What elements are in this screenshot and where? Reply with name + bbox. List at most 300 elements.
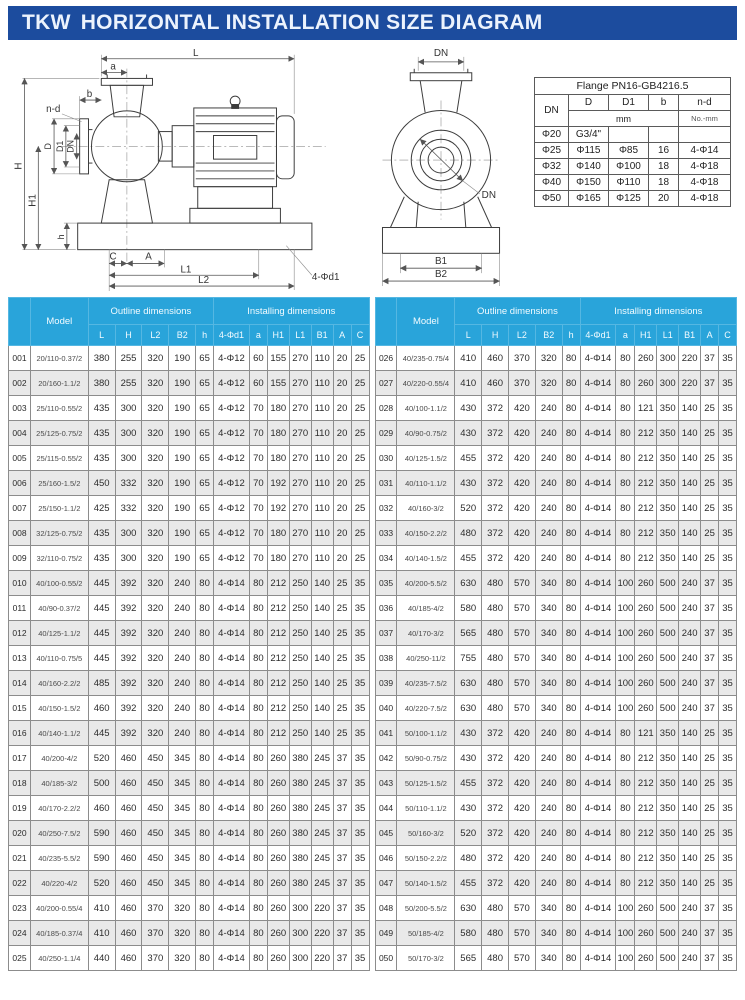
table-row — [9, 696, 370, 721]
value-cell: 240 — [535, 446, 562, 471]
value-cell: 320 — [535, 346, 562, 371]
value-cell: 80 — [562, 546, 580, 571]
table-row — [9, 421, 370, 446]
model-cell: 40/150-2.2/2 — [397, 521, 455, 546]
flange-table — [534, 77, 731, 207]
model-cell: 50/170-3/2 — [397, 946, 455, 971]
value-cell: 392 — [115, 721, 142, 746]
value-cell: 380 — [289, 796, 311, 821]
value-cell: 37 — [701, 921, 719, 946]
value-cell: 240 — [535, 721, 562, 746]
value-cell: 4-Φ14 — [214, 846, 250, 871]
model-cell: 40/250-11/2 — [397, 646, 455, 671]
model-cell: 40/170-3/2 — [397, 621, 455, 646]
value-cell: 350 — [657, 496, 679, 521]
value-cell: 420 — [509, 746, 536, 771]
value-cell: 240 — [679, 896, 701, 921]
value-cell: 80 — [196, 896, 214, 921]
value-cell: 80 — [562, 821, 580, 846]
value-cell: 4-Φ14 — [580, 846, 616, 871]
value-cell: 350 — [657, 421, 679, 446]
value-cell: 260 — [635, 671, 657, 696]
value-cell: 372 — [482, 871, 509, 896]
value-cell: 35 — [351, 946, 369, 971]
value-cell: 460 — [115, 846, 142, 871]
value-cell: 35 — [351, 821, 369, 846]
value-cell: 4-Φ14 — [580, 771, 616, 796]
value-cell: 80 — [562, 921, 580, 946]
value-cell: 80 — [562, 796, 580, 821]
value-cell: 180 — [267, 546, 289, 571]
value-cell: 580 — [455, 921, 482, 946]
flange-row — [535, 143, 731, 159]
table-row — [375, 946, 736, 971]
value-cell: 370 — [142, 921, 169, 946]
table-row — [9, 946, 370, 971]
value-cell: 65 — [196, 446, 214, 471]
row-number: 031 — [375, 471, 397, 496]
value-cell: 80 — [562, 596, 580, 621]
value-cell: 110 — [311, 371, 333, 396]
value-cell: 4-Φ14 — [214, 771, 250, 796]
value-cell: 4-Φ14 — [214, 896, 250, 921]
row-number: 034 — [375, 546, 397, 571]
value-cell: 212 — [635, 421, 657, 446]
value-cell: 35 — [719, 421, 737, 446]
spec-table-right — [375, 297, 737, 971]
value-cell: 580 — [455, 596, 482, 621]
table-row — [9, 571, 370, 596]
value-cell: 25 — [333, 671, 351, 696]
value-cell: 180 — [267, 396, 289, 421]
d-cell: Φ115 — [569, 143, 609, 159]
value-cell: 240 — [679, 571, 701, 596]
dn-cell: Φ32 — [535, 159, 569, 175]
value-cell: 220 — [679, 371, 701, 396]
value-cell: 4-Φ14 — [580, 521, 616, 546]
value-cell: 260 — [635, 646, 657, 671]
value-cell: 260 — [267, 746, 289, 771]
value-cell: 212 — [267, 721, 289, 746]
value-cell: 320 — [142, 696, 169, 721]
value-cell: 35 — [351, 696, 369, 721]
value-cell: 140 — [679, 796, 701, 821]
value-cell: 350 — [657, 746, 679, 771]
value-cell: 80 — [616, 821, 635, 846]
value-cell: 372 — [482, 521, 509, 546]
value-cell: 212 — [267, 671, 289, 696]
value-cell: 37 — [701, 946, 719, 971]
value-cell: 520 — [455, 496, 482, 521]
value-cell: 80 — [616, 746, 635, 771]
value-cell: 212 — [267, 646, 289, 671]
value-cell: 140 — [679, 471, 701, 496]
table-row — [9, 746, 370, 771]
value-cell: 80 — [562, 671, 580, 696]
value-cell: 80 — [562, 371, 580, 396]
value-cell: 37 — [333, 896, 351, 921]
value-cell: 4-Φ14 — [580, 546, 616, 571]
table-row — [375, 746, 736, 771]
model-cell: 40/160-2.2/2 — [30, 671, 88, 696]
flange-table-title: Flange PN16-GB4216.5 — [535, 78, 731, 95]
value-cell: 420 — [509, 521, 536, 546]
value-cell: 70 — [249, 446, 267, 471]
value-cell: 212 — [635, 546, 657, 571]
value-cell: 450 — [142, 796, 169, 821]
value-cell: 420 — [509, 821, 536, 846]
value-cell: 570 — [509, 696, 536, 721]
value-cell: 37 — [333, 796, 351, 821]
row-number: 038 — [375, 646, 397, 671]
col-L: L — [88, 325, 115, 346]
value-cell: 80 — [562, 396, 580, 421]
value-cell: 70 — [249, 396, 267, 421]
model-cell: 50/160-3/2 — [397, 821, 455, 846]
model-cell: 40/170-2.2/2 — [30, 796, 88, 821]
dim-label-h: h — [55, 234, 66, 240]
flange-unit-no-mm: No.-mm — [679, 111, 731, 127]
value-cell: 140 — [679, 846, 701, 871]
row-number: 047 — [375, 871, 397, 896]
model-cell: 40/200-4/2 — [30, 746, 88, 771]
brand-name: TKW — [22, 11, 71, 34]
model-cell: 40/185-4/2 — [397, 596, 455, 621]
value-cell: 212 — [267, 596, 289, 621]
value-cell: 4-Φ14 — [214, 571, 250, 596]
value-cell: 500 — [657, 921, 679, 946]
value-cell: 140 — [679, 746, 701, 771]
value-cell: 37 — [333, 921, 351, 946]
model-cell: 25/125-0.75/2 — [30, 421, 88, 446]
table-row — [9, 646, 370, 671]
value-cell: 445 — [88, 721, 115, 746]
value-cell: 4-Φ14 — [580, 371, 616, 396]
value-cell: 255 — [115, 371, 142, 396]
model-cell: 25/160-1.5/2 — [30, 471, 88, 496]
row-number: 017 — [9, 746, 31, 771]
value-cell: 65 — [196, 346, 214, 371]
outline-dimensions-header: Outline dimensions — [88, 298, 213, 325]
row-number: 029 — [375, 421, 397, 446]
value-cell: 430 — [455, 421, 482, 446]
value-cell: 100 — [616, 921, 635, 946]
row-number: 009 — [9, 546, 31, 571]
table-row — [9, 621, 370, 646]
col-B1: B1 — [311, 325, 333, 346]
value-cell: 380 — [88, 346, 115, 371]
value-cell: 300 — [657, 371, 679, 396]
value-cell: 80 — [249, 746, 267, 771]
row-number: 016 — [9, 721, 31, 746]
value-cell: 140 — [311, 696, 333, 721]
value-cell: 372 — [482, 721, 509, 746]
col-L1: L1 — [289, 325, 311, 346]
model-cell: 50/200-5.5/2 — [397, 896, 455, 921]
value-cell: 80 — [616, 446, 635, 471]
dim-label-B1: B1 — [434, 256, 448, 268]
value-cell: 630 — [455, 696, 482, 721]
value-cell: 455 — [455, 446, 482, 471]
model-cell: 40/200-5.5/2 — [397, 571, 455, 596]
value-cell: 35 — [719, 846, 737, 871]
value-cell: 35 — [719, 871, 737, 896]
value-cell: 345 — [169, 846, 196, 871]
value-cell: 80 — [562, 571, 580, 596]
value-cell: 320 — [169, 946, 196, 971]
value-cell: 250 — [289, 621, 311, 646]
b-cell: 20 — [649, 191, 679, 207]
value-cell: 100 — [616, 696, 635, 721]
value-cell: 480 — [482, 596, 509, 621]
model-cell: 40/185-3/2 — [30, 771, 88, 796]
value-cell: 350 — [657, 521, 679, 546]
value-cell: 420 — [509, 421, 536, 446]
value-cell: 4-Φ14 — [214, 796, 250, 821]
table-row — [9, 446, 370, 471]
page-title-banner — [8, 6, 737, 40]
value-cell: 420 — [509, 546, 536, 571]
row-number: 035 — [375, 571, 397, 596]
table-row — [375, 346, 736, 371]
value-cell: 410 — [88, 921, 115, 946]
model-cell: 40/220-0.55/4 — [397, 371, 455, 396]
value-cell: 37 — [701, 671, 719, 696]
row-number: 001 — [9, 346, 31, 371]
installing-dimensions-header: Installing dimensions — [214, 298, 370, 325]
value-cell: 435 — [88, 446, 115, 471]
value-cell: 240 — [169, 646, 196, 671]
value-cell: 35 — [351, 896, 369, 921]
value-cell: 440 — [88, 946, 115, 971]
value-cell: 320 — [142, 346, 169, 371]
table-row — [375, 596, 736, 621]
value-cell: 25 — [701, 846, 719, 871]
dim-label-H: H — [13, 162, 25, 170]
value-cell: 370 — [142, 946, 169, 971]
value-cell: 350 — [657, 721, 679, 746]
value-cell: 420 — [509, 771, 536, 796]
value-cell: 300 — [289, 946, 311, 971]
value-cell: 192 — [267, 496, 289, 521]
value-cell: 450 — [142, 846, 169, 871]
value-cell: 460 — [115, 771, 142, 796]
row-number: 025 — [9, 946, 31, 971]
value-cell: 20 — [333, 421, 351, 446]
value-cell: 4-Φ14 — [580, 571, 616, 596]
value-cell: 570 — [509, 671, 536, 696]
col-a: a — [616, 325, 635, 346]
value-cell: 240 — [535, 521, 562, 546]
value-cell: 320 — [142, 671, 169, 696]
model-cell: 25/115-0.55/2 — [30, 446, 88, 471]
value-cell: 455 — [455, 771, 482, 796]
value-cell: 250 — [289, 696, 311, 721]
model-cell: 50/90-0.75/2 — [397, 746, 455, 771]
value-cell: 35 — [351, 846, 369, 871]
model-cell: 40/140-1.5/2 — [397, 546, 455, 571]
dn-cell: Φ40 — [535, 175, 569, 191]
value-cell: 80 — [562, 721, 580, 746]
table-row — [9, 371, 370, 396]
value-cell: 35 — [719, 921, 737, 946]
table-row — [375, 871, 736, 896]
value-cell: 260 — [635, 921, 657, 946]
dim-label-H1: H1 — [27, 194, 39, 207]
value-cell: 25 — [351, 371, 369, 396]
table-row — [375, 621, 736, 646]
value-cell: 35 — [719, 546, 737, 571]
value-cell: 25 — [333, 646, 351, 671]
value-cell: 500 — [657, 671, 679, 696]
value-cell: 100 — [616, 896, 635, 921]
row-number: 024 — [9, 921, 31, 946]
value-cell: 420 — [509, 871, 536, 896]
value-cell: 37 — [333, 871, 351, 896]
value-cell: 260 — [635, 346, 657, 371]
value-cell: 25 — [351, 546, 369, 571]
value-cell: 121 — [635, 721, 657, 746]
value-cell: 260 — [267, 771, 289, 796]
table-row — [375, 696, 736, 721]
value-cell: 25 — [351, 346, 369, 371]
value-cell: 460 — [88, 796, 115, 821]
value-cell: 410 — [88, 896, 115, 921]
row-number-header — [9, 298, 31, 346]
value-cell: 260 — [635, 896, 657, 921]
value-cell: 500 — [657, 621, 679, 646]
b-cell: 16 — [649, 143, 679, 159]
value-cell: 4-Φ12 — [214, 421, 250, 446]
value-cell: 80 — [249, 871, 267, 896]
value-cell: 35 — [351, 871, 369, 896]
value-cell: 340 — [535, 671, 562, 696]
value-cell: 80 — [562, 896, 580, 921]
spec-table-left — [8, 297, 370, 971]
row-number: 002 — [9, 371, 31, 396]
value-cell: 410 — [455, 371, 482, 396]
value-cell: 70 — [249, 471, 267, 496]
table-row — [375, 796, 736, 821]
row-number: 018 — [9, 771, 31, 796]
value-cell: 212 — [635, 446, 657, 471]
value-cell: 450 — [88, 471, 115, 496]
value-cell: 140 — [679, 546, 701, 571]
model-cell: 40/250-7.5/2 — [30, 821, 88, 846]
value-cell: 180 — [267, 521, 289, 546]
value-cell: 450 — [142, 871, 169, 896]
value-cell: 320 — [169, 896, 196, 921]
value-cell: 70 — [249, 546, 267, 571]
value-cell: 450 — [142, 821, 169, 846]
value-cell: 80 — [249, 571, 267, 596]
value-cell: 35 — [719, 471, 737, 496]
value-cell: 140 — [679, 396, 701, 421]
value-cell: 240 — [169, 596, 196, 621]
model-cell: 40/235-0.75/4 — [397, 346, 455, 371]
value-cell: 25 — [333, 621, 351, 646]
dim-label-D: D — [43, 143, 54, 150]
row-number: 010 — [9, 571, 31, 596]
value-cell: 392 — [115, 671, 142, 696]
value-cell: 260 — [267, 921, 289, 946]
value-cell: 100 — [616, 671, 635, 696]
value-cell: 245 — [311, 846, 333, 871]
value-cell: 240 — [679, 671, 701, 696]
value-cell: 350 — [657, 771, 679, 796]
nd-cell: 4-Φ18 — [679, 175, 731, 191]
value-cell: 570 — [509, 646, 536, 671]
value-cell: 350 — [657, 821, 679, 846]
value-cell: 240 — [535, 821, 562, 846]
row-number: 042 — [375, 746, 397, 771]
d-cell: Φ165 — [569, 191, 609, 207]
model-cell: 40/220-4/2 — [30, 871, 88, 896]
value-cell: 190 — [169, 546, 196, 571]
value-cell: 4-Φ14 — [580, 596, 616, 621]
value-cell: 60 — [249, 346, 267, 371]
value-cell: 430 — [455, 796, 482, 821]
value-cell: 25 — [701, 771, 719, 796]
value-cell: 240 — [169, 696, 196, 721]
value-cell: 480 — [482, 921, 509, 946]
value-cell: 320 — [142, 371, 169, 396]
model-cell: 40/185-0.37/4 — [30, 921, 88, 946]
row-number: 004 — [9, 421, 31, 446]
value-cell: 140 — [679, 771, 701, 796]
model-cell: 50/100-1.1/2 — [397, 721, 455, 746]
value-cell: 20 — [333, 546, 351, 571]
value-cell: 500 — [657, 696, 679, 721]
value-cell: 20 — [333, 396, 351, 421]
col-C: C — [351, 325, 369, 346]
value-cell: 80 — [616, 796, 635, 821]
flange-unit-mm: mm — [569, 111, 679, 127]
value-cell: 340 — [535, 621, 562, 646]
value-cell: 480 — [482, 696, 509, 721]
value-cell: 340 — [535, 596, 562, 621]
col-B2: B2 — [535, 325, 562, 346]
flange-row — [535, 127, 731, 143]
value-cell: 212 — [635, 521, 657, 546]
value-cell: 80 — [616, 546, 635, 571]
value-cell: 80 — [196, 671, 214, 696]
value-cell: 80 — [249, 671, 267, 696]
value-cell: 260 — [635, 371, 657, 396]
value-cell: 80 — [562, 346, 580, 371]
value-cell: 35 — [719, 371, 737, 396]
value-cell: 570 — [509, 621, 536, 646]
value-cell: 300 — [115, 421, 142, 446]
row-number: 030 — [375, 446, 397, 471]
table-row — [375, 446, 736, 471]
dim-label-A: A — [145, 251, 152, 263]
value-cell: 212 — [267, 621, 289, 646]
value-cell: 25 — [701, 496, 719, 521]
value-cell: 240 — [535, 846, 562, 871]
value-cell: 520 — [455, 821, 482, 846]
b-cell: 18 — [649, 159, 679, 175]
value-cell: 110 — [311, 421, 333, 446]
value-cell: 245 — [311, 796, 333, 821]
value-cell: 4-Φ14 — [214, 671, 250, 696]
table-row — [9, 471, 370, 496]
value-cell: 65 — [196, 371, 214, 396]
value-cell: 4-Φ14 — [580, 621, 616, 646]
value-cell: 121 — [635, 396, 657, 421]
model-cell: 20/160-1.1/2 — [30, 371, 88, 396]
value-cell: 70 — [249, 421, 267, 446]
